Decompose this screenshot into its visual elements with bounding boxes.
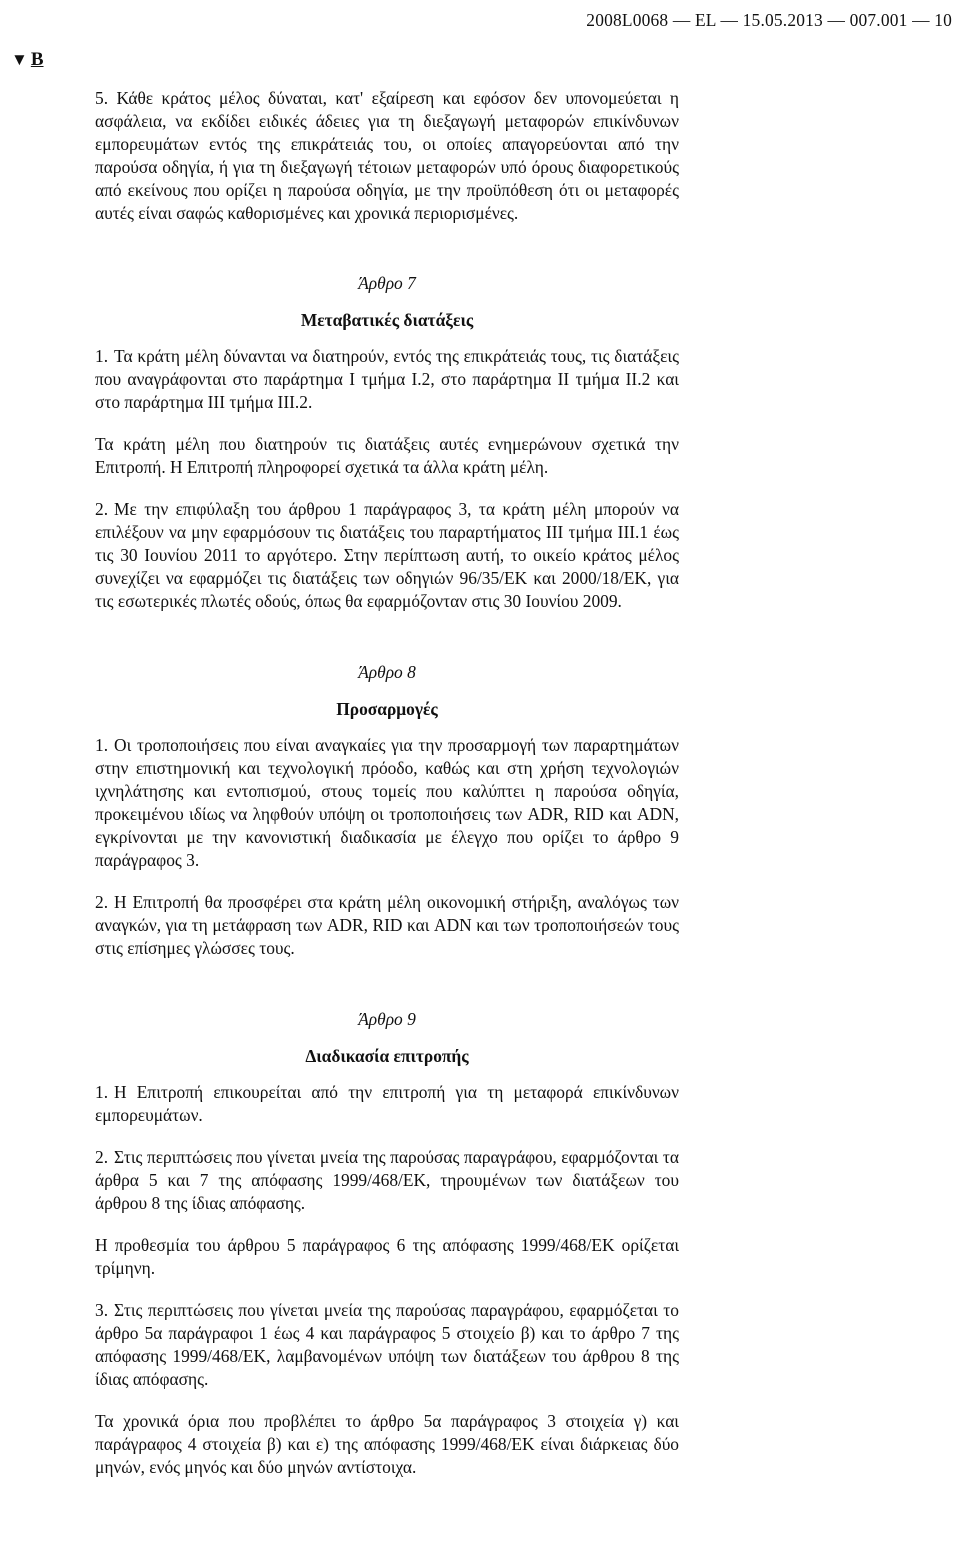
article-8-paragraph-2 xyxy=(95,891,679,960)
article-9-paragraph-1 xyxy=(95,1081,679,1127)
down-triangle-icon: ▼ xyxy=(11,50,28,69)
paragraph-number: 3. xyxy=(95,1300,109,1320)
document-reference-header: 2008L0068 — EL — 15.05.2013 — 007.001 — 10 xyxy=(586,10,952,30)
paragraph-5: 5. Κάθε κράτος μέλος δύναται, κατ' εξαίρεση και εφόσον δεν υπονομεύεται η ασφάλεια, να εκδίδει ειδικές άδειες για τη διεξαγωγή μεταφορών επικίνδυνων εμπορευμάτων εντός της επικράτειάς του, οι οποίες απαγορεύονται από την παρούσα οδηγία, ή για τη διεξαγωγή τέτοιων μεταφορών υπό όρους διαφορετικούς από εκείνους που ορίζει η παρούσα οδηγία, με την προϋπόθεση ότι οι μεταφορές αυτές είναι σαφώς καθορισμένες και χρονικά περιορισμένες. xyxy=(95,88,679,223)
article-7-number: Άρθρο 7 xyxy=(358,273,416,293)
article-9-paragraph-2 xyxy=(95,1146,679,1215)
paragraph-text: Η Επιτροπή επικουρείται από την επιτροπή για τη μεταφορά επικίνδυνων εμπορευμάτων. xyxy=(95,1082,679,1125)
article-7-paragraph-2 xyxy=(95,498,679,613)
paragraph-number: 1. xyxy=(95,735,109,755)
paragraph-text: Στις περιπτώσεις που γίνεται μνεία της παρούσας παραγράφου, εφαρμόζεται το άρθρο 5α παράγραφοι 1 έως 4 και παράγραφος 5 στοιχείο β) και το άρθρο 7 της απόφασης 1999/468/ΕΚ, λαμβανομένων υπόψη των διατάξεων του άρθρου 8 της ίδιας απόφασης. xyxy=(95,1300,679,1389)
amendment-marker-letter: B xyxy=(30,49,44,70)
article-9-title: Διαδικασία επιτροπής xyxy=(305,1046,469,1066)
article-8-title: Προσαρμογές xyxy=(336,699,438,719)
paragraph-text: Με την επιφύλαξη του άρθρου 1 παράγραφος 3, τα κράτη μέλη μπορούν να επιλέξουν να μην εφαρμόσουν τις διατάξεις του παραρτήματος III τμήμα III.1 έως τις 30 Ιουνίου 2011 το αργότερο. Στην περίπτωση αυτή, το οικείο κράτος μέλος συνεχίζει να εφαρμόζει τις διατάξεις των οδηγιών 96/35/ΕΚ και 2000/18/ΕΚ, για τις εσωτερικές πλωτές οδούς, όπως θα εφαρμόζονταν στις 30 Ιουνίου 2009. xyxy=(95,499,679,611)
document-body xyxy=(95,87,679,1479)
paragraph-number: 2. xyxy=(95,499,109,519)
article-8-number: Άρθρο 8 xyxy=(358,662,416,682)
paragraph-number: 1. xyxy=(95,346,109,366)
paragraph-text: Οι τροποποιήσεις που είναι αναγκαίες για την προσαρμογή των παραρτημάτων στην επιστημονική και τεχνολογική πρόοδο, καθώς και στη χρήση τεχνολογιών ιχνηλάτησης και εντοπισμού, στους τομείς που καλύπτει η παρούσα οδηγία, προκειμένου ιδίως να ληφθούν υπόψη οι τροποποιήσεις των ADR, RID και ADN, εγκρίνονται με την κανονιστική διαδικασία με έλεγχο που ορίζει το άρθρο 9 παράγραφος 3. xyxy=(95,735,679,870)
paragraph-text: Στις περιπτώσεις που γίνεται μνεία της παρούσας παραγράφου, εφαρμόζονται τα άρθρα 5 και 7 της απόφασης 1999/468/ΕΚ, τηρουμένων των διατάξεων του άρθρου 8 της ίδιας απόφασης. xyxy=(95,1147,679,1213)
article-7-title: Μεταβατικές διατάξεις xyxy=(300,310,474,330)
article-7-paragraph-1 xyxy=(95,345,679,414)
paragraph-number: 2. xyxy=(95,892,109,912)
article-9-paragraph-3b: Τα χρονικά όρια που προβλέπει το άρθρο 5α παράγραφος 3 στοιχεία γ) και παράγραφος 4 στοιχεία β) και ε) της απόφασης 1999/468/ΕΚ είναι διάρκειας δύο μηνών, ενός μηνός και δύο μηνών αντίστοιχα. xyxy=(95,1411,679,1477)
article-7-paragraph-1b: Τα κράτη μέλη που διατηρούν τις διατάξεις αυτές ενημερώνουν σχετικά την Επιτροπή. Η Επιτροπή πληροφορεί σχετικά τα άλλα κράτη μέλη. xyxy=(95,434,679,477)
article-9-paragraph-3 xyxy=(95,1299,679,1391)
paragraph-number: 1. xyxy=(95,1082,109,1102)
paragraph-text: Η Επιτροπή θα προσφέρει στα κράτη μέλη οικονομική στήριξη, αναλόγως των αναγκών, για τη μετάφραση των ADR, RID και ADN και των τροποποιήσεών τους στις επίσημες γλώσσες τους. xyxy=(95,892,679,958)
article-8-paragraph-1 xyxy=(95,734,679,872)
article-9-paragraph-2b: Η προθεσμία του άρθρου 5 παράγραφος 6 της απόφασης 1999/468/ΕΚ ορίζεται τρίμηνη. xyxy=(95,1235,679,1278)
paragraph-number: 2. xyxy=(95,1147,109,1167)
paragraph-text: Τα κράτη μέλη δύνανται να διατηρούν, εντός της επικράτειάς τους, τις διατάξεις που αναγράφονται στο παράρτημα I τμήμα I.2, στο παράρτημα II τμήμα II.2 και στο παράρτημα III τμήμα III.2. xyxy=(95,346,679,412)
amendment-marker xyxy=(11,49,44,71)
article-9-number: Άρθρο 9 xyxy=(358,1009,416,1029)
